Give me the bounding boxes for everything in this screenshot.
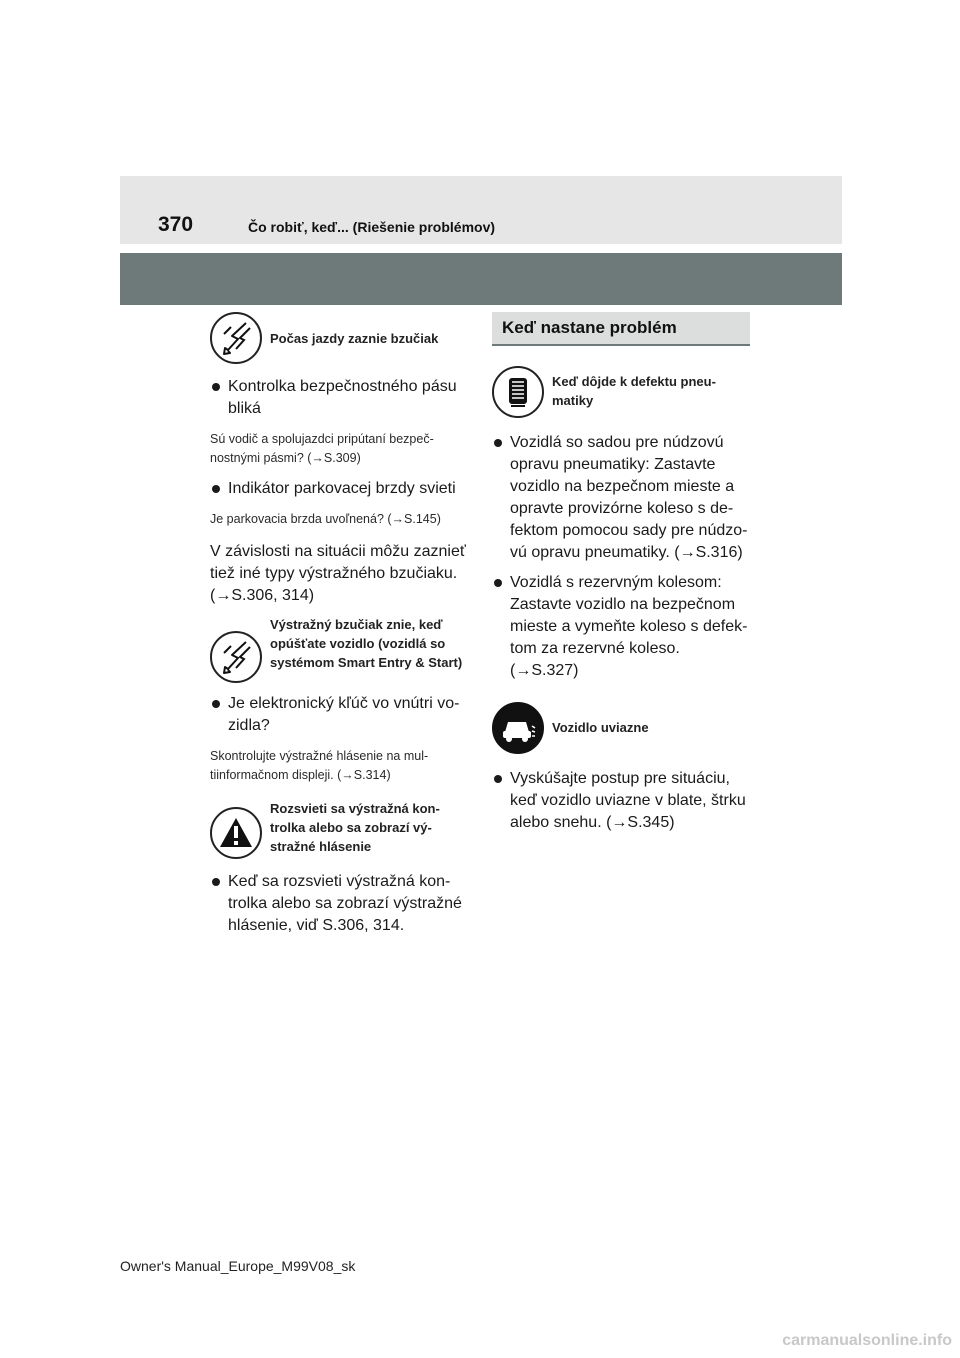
alert-label: Počas jazdy zaznie bzučiak [270,331,439,346]
alert-label: Vozidlo uviazne [552,720,649,735]
alert-label: Keď dôjde k defektu pneu-matiky [552,374,716,408]
section-title: Keď nastane problém [492,312,750,346]
alert-buzzer-driving [210,312,472,364]
alert-label: Výstražný bzučiak znie, keď opúšťate vozidlo (vozidlá so systémom Smart Entry & Start) [270,617,463,670]
footer-text: Owner's Manual_Europe_M99V08_sk [120,1258,356,1274]
buzzer-icon [210,631,262,683]
tire-icon [492,366,544,418]
alert-buzzer-leaving [210,615,472,683]
bullet-item: Vyskúšajte postup pre situáciu, keď vozidlo uviazne v blate, štrku alebo snehu. (→S.345) [492,768,750,834]
right-column [492,312,750,834]
bullet-item: Je elektronický kľúč vo vnútri vo-zidla? [210,693,472,737]
watermark: carmanualsonline.info [782,1332,952,1349]
page-number: 370 [158,213,194,236]
alert-warning-light [210,799,472,859]
paragraph: V závislosti na situácii môžu zaznieť tiež iné typy výstražného bzučiaku. (→S.306, 314) [210,543,466,604]
warning-triangle-icon [210,807,262,859]
alert-flat-tire [492,366,750,418]
stuck-car-icon [492,702,544,754]
note-text: Sú vodič a spolujazdci pripútaní bezpeč-nostnými pásmi? (→S.309) [210,432,434,465]
bullet-item: Indikátor parkovacej brzdy svieti [210,478,472,500]
note-text: Je parkovacia brzda uvoľnená? (→S.145) [210,512,441,526]
bullet-item: Keď sa rozsvieti výstražná kon-trolka alebo sa zobrazí výstražné hlásenie, viď S.306, 314. [210,871,472,937]
chapter-title: Čo robiť, keď... (Riešenie problémov) [248,219,496,235]
alert-stuck [492,702,750,754]
bullet-item: Vozidlá so sadou pre núdzovú opravu pneumatiky: Zastavte vozidlo na bezpečnom mieste a opravte provizórne koleso s de-fektom pomocou sady pre núdzo-vú opravu pneumatiky. (→S.316) [492,432,750,564]
header-band [120,253,842,305]
bullet-item: Vozidlá s rezervným kolesom: Zastavte vozidlo na bezpečnom mieste a vymeňte koleso s defek-tom za rezervné koleso. (→S.327) [492,572,750,682]
bullet-item: Kontrolka bezpečnostného pásu bliká [210,376,472,420]
note-text: Skontrolujte výstražné hlásenie na mul-tiinformačnom displeji. (→S.314) [210,749,429,782]
alert-label: Rozsvieti sa výstražná kon-trolka alebo sa zobrazí vý-stražné hlásenie [270,801,440,854]
left-column [210,312,472,937]
buzzer-icon [210,312,262,364]
